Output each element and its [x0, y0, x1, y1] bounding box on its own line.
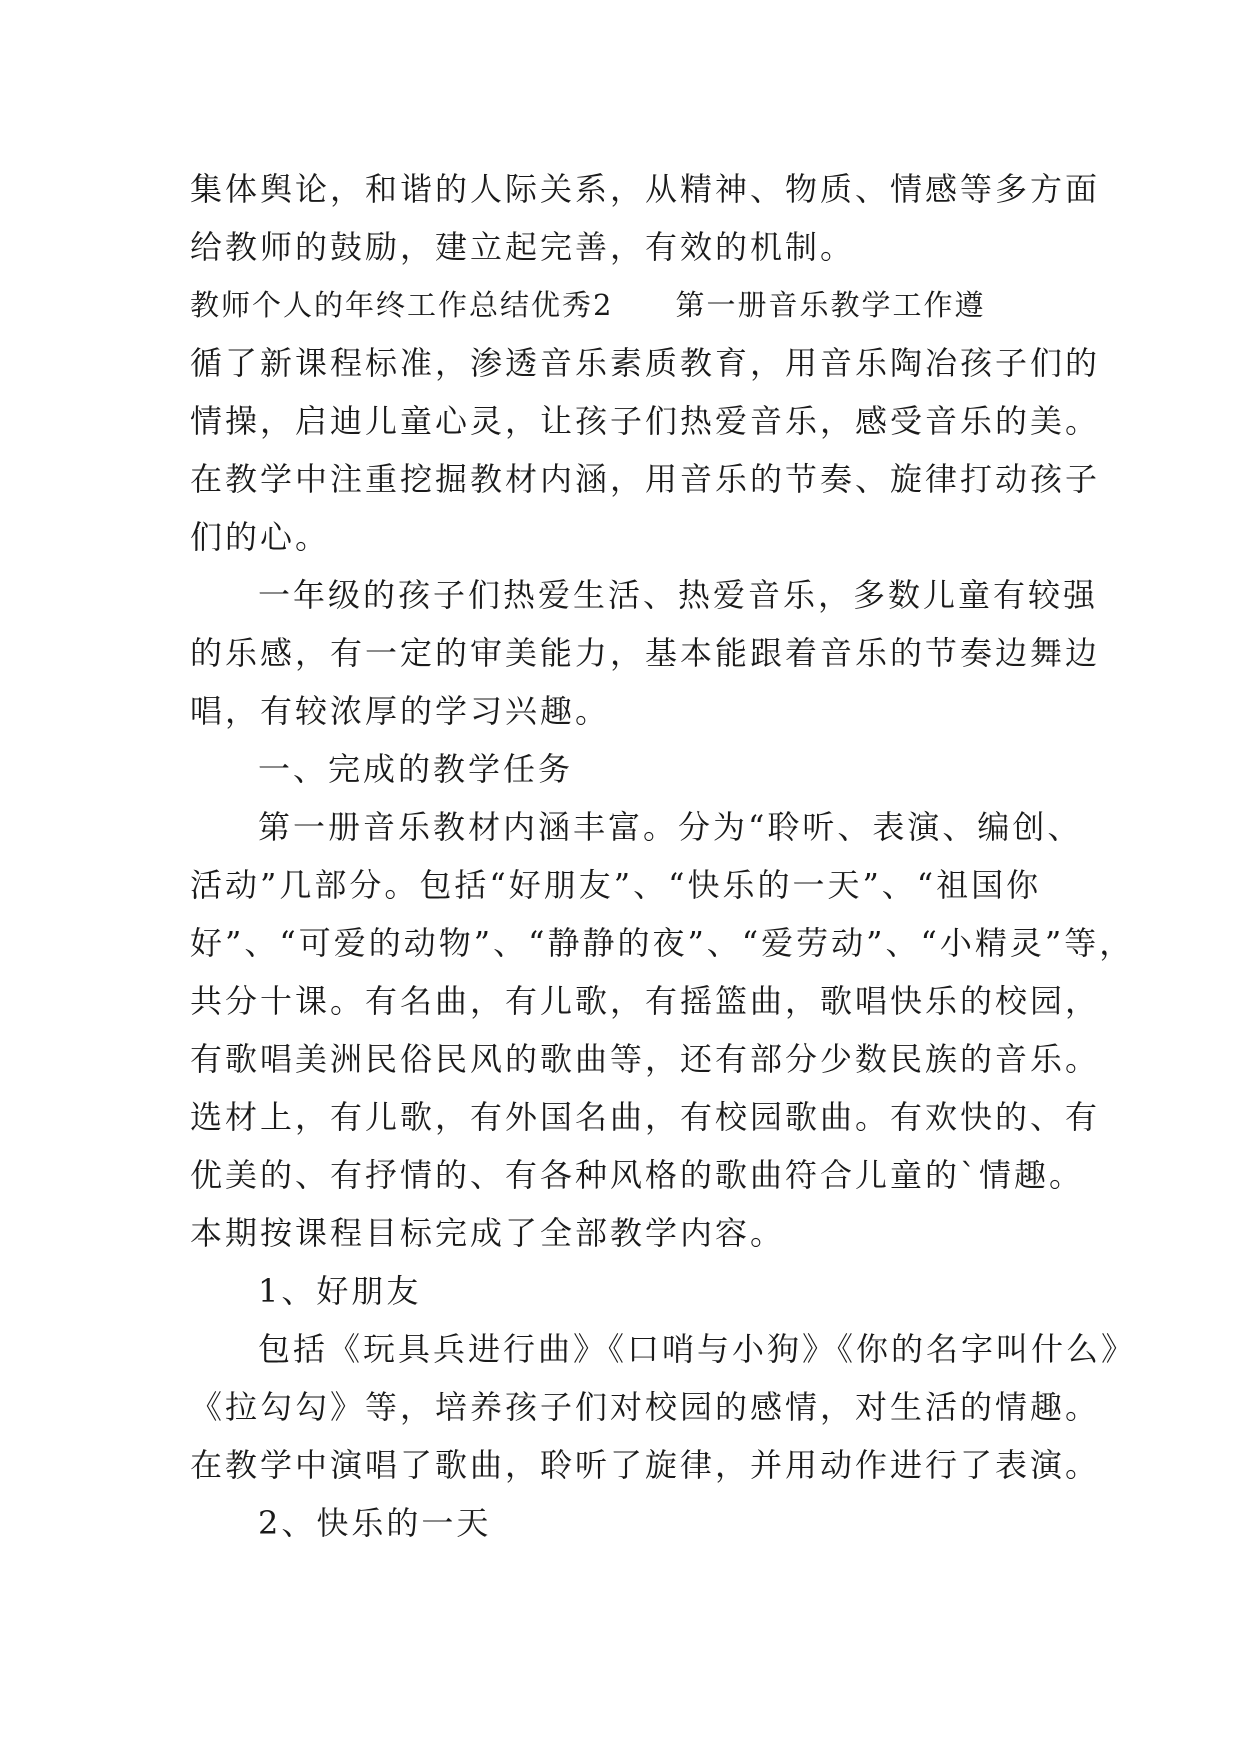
section-heading: 一、完成的教学任务	[258, 750, 574, 788]
text-line: 在教学中演唱了歌曲，聆听了旋律，并用动作进行了表演。	[190, 1446, 1101, 1484]
text-line: 好”、“可爱的动物”、“静静的夜”、“爱劳动”、“小精灵”等，	[190, 924, 1135, 962]
text-line: 循了新课程标准，渗透音乐素质教育，用音乐陶冶孩子们的	[190, 344, 1101, 382]
text-line: 的乐感，有一定的审美能力，基本能跟着音乐的节奏边舞边	[190, 634, 1101, 672]
text-line: 情操，启迪儿童心灵，让孩子们热爱音乐，感受音乐的美。	[190, 402, 1101, 440]
text-line: 活动”几部分。包括“好朋友”、“快乐的一天”、“祖国你	[190, 866, 1042, 904]
text-line: 本期按课程目标完成了全部教学内容。	[190, 1214, 786, 1252]
text-line: 优美的、有抒情的、有各种风格的歌曲符合儿童的`情趣。	[190, 1156, 1085, 1194]
text-line: 集体舆论，和谐的人际关系，从精神、物质、情感等多方面	[190, 170, 1101, 208]
body-text	[190, 160, 1137, 1552]
paragraph-start-line: 一年级的孩子们热爱生活、热爱音乐，多数儿童有较强	[258, 576, 1099, 614]
text-line: 在教学中注重挖掘教材内涵，用音乐的节奏、旋律打动孩子	[190, 460, 1101, 498]
section-heading-line: 教师个人的年终工作总结优秀2 第一册音乐教学工作遵	[190, 288, 986, 322]
text-line: 共分十课。有名曲，有儿歌，有摇篮曲，歌唱快乐的校园，	[190, 982, 1101, 1020]
text-line: 们的心。	[190, 518, 331, 556]
text-line: 选材上，有儿歌，有外国名曲，有校园歌曲。有欢快的、有	[190, 1098, 1101, 1136]
subsection-heading: 2、快乐的一天	[258, 1504, 492, 1542]
text-line: 《拉勾勾》等，培养孩子们对校园的感情，对生活的情趣。	[190, 1388, 1101, 1426]
paragraph-start-line: 包括《玩具兵进行曲》《口哨与小狗》《你的名字叫什么》	[258, 1330, 1137, 1368]
text-line: 有歌唱美洲民俗民风的歌曲等，还有部分少数民族的音乐。	[190, 1040, 1101, 1078]
text-line: 给教师的鼓励，建立起完善，有效的机制。	[190, 228, 856, 266]
paragraph-start-line: 第一册音乐教材内涵丰富。分为“聆听、表演、编创、	[258, 808, 1083, 846]
subsection-heading: 1、好朋友	[258, 1272, 422, 1310]
text-line: 唱，有较浓厚的学习兴趣。	[190, 692, 611, 730]
